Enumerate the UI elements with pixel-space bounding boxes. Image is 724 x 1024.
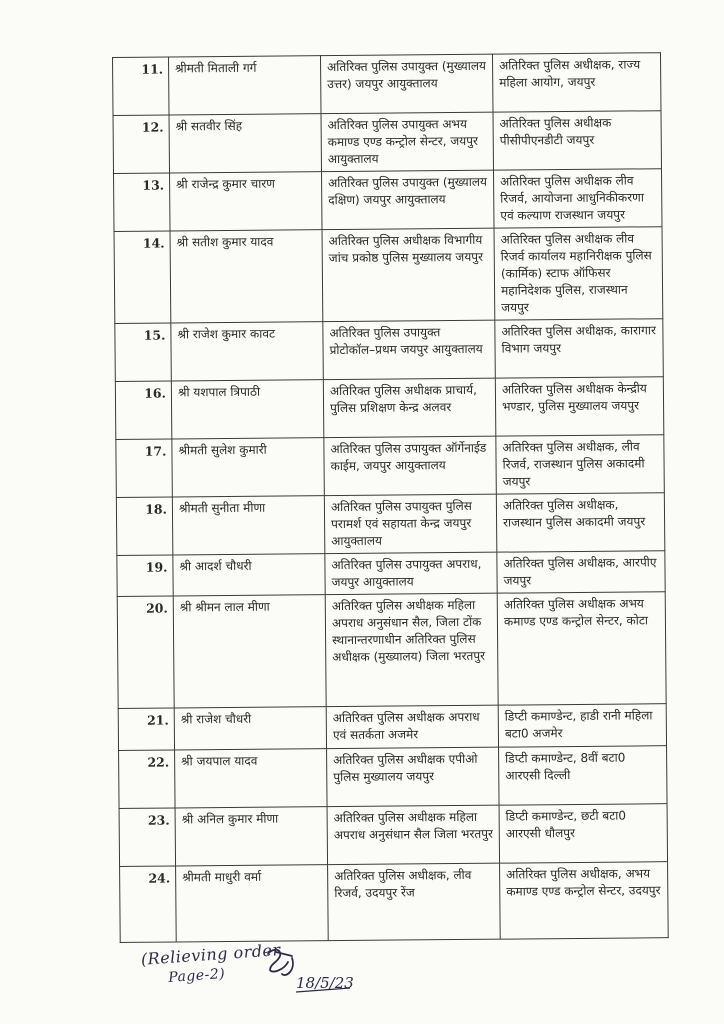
handwritten-note-line2: Page-2) xyxy=(167,966,226,986)
current-posting: अतिरिक्त पुलिस उपायुक्त प्रोटोकॉल–प्रथम जयपुर आयुक्तालय xyxy=(323,320,495,379)
serial-number: 20. xyxy=(117,596,174,708)
new-posting: अतिरिक्त पुलिस अधीक्षक लीव रिजर्व कार्यालय महानिरीक्षक पुलिस (कार्मिक) स्टाफ ऑफिसर महानिदेशक पुलिस, राजस्थान जयपुर xyxy=(494,227,663,320)
serial-number: 18. xyxy=(116,497,173,555)
handwritten-note-line1: (Relieving order xyxy=(140,940,282,969)
current-posting: अतिरिक्त पुलिस उपायुक्त (मुख्यालय उत्तर) जयपुर आयुक्तालय xyxy=(320,54,492,113)
table-row xyxy=(115,319,663,382)
officer-name: श्री राजेश कुमार कावट xyxy=(171,322,324,381)
new-posting: अतिरिक्त पुलिस अधीक्षक, अभय कमाण्ड एण्ड कन्ट्रोल सेन्टर, उदयपुर xyxy=(500,862,669,939)
serial-number: 15. xyxy=(115,323,172,381)
table-row xyxy=(114,227,663,324)
serial-number: 17. xyxy=(116,439,173,497)
table-row xyxy=(117,592,666,709)
serial-number: 12. xyxy=(113,115,170,173)
table-row xyxy=(115,377,663,440)
current-posting: अतिरिक्त पुलिस अधीक्षक महिला अपराध अनुसंधान सैल, जिला टोंक स्थानान्तरणाधीन अतिरिक्त पुलिस अधीक्षक (मुख्यालय) जिला भरतपुर xyxy=(325,593,498,706)
serial-number: 13. xyxy=(114,173,171,231)
new-posting: डिप्टी कमाण्डेन्ट, 8वीं बटा0 आरएसी दिल्ली xyxy=(499,746,667,805)
new-posting: अतिरिक्त पुलिस अधीक्षक अभय कमाण्ड एण्ड कन्ट्रोल सेन्टर, कोटा xyxy=(497,592,666,705)
new-posting: डिप्टी कमाण्डेन्ट, छटी बटा0 आरएसी धौलपुर xyxy=(499,804,667,863)
signature-date: 18/5/23 xyxy=(296,974,354,992)
new-posting: अतिरिक्त पुलिस अधीक्षक पीसीपीएनडीटी जयपुर xyxy=(493,111,661,170)
table-row xyxy=(120,862,669,943)
table-row xyxy=(116,435,664,498)
officer-name: श्रीमती सुलेश कुमारी xyxy=(172,438,325,497)
current-posting: अतिरिक्त पुलिस उपायुक्त अभय कमाण्ड एण्ड कन्ट्रोल सेन्टर, जयपुर आयुक्तालय xyxy=(321,112,493,171)
current-posting: अतिरिक्त पुलिस अधीक्षक विभागीय जांच प्रकोष्ठ पुलिस मुख्यालय जयपुर xyxy=(322,228,495,321)
officer-name: श्री अनिल कुमार मीणा xyxy=(175,807,328,866)
current-posting: अतिरिक्त पुलिस अधीक्षक एपीओ पुलिस मुख्यालय जयपुर xyxy=(327,747,499,806)
new-posting: अतिरिक्त पुलिस अधीक्षक, राजस्थान पुलिस अकादमी जयपुर xyxy=(496,493,664,552)
new-posting: अतिरिक्त पुलिस अधीक्षक, कारागार विभाग जयपुर xyxy=(495,319,663,378)
current-posting: अतिरिक्त पुलिस अधीक्षक महिला अपराध अनुसंधान सैल जिला भरतपुर xyxy=(327,805,499,864)
current-posting: अतिरिक्त पुलिस उपायुक्त (मुख्यालय दक्षिण) जयपुर आयुक्तालय xyxy=(322,170,494,229)
new-posting: अतिरिक्त पुलिस अधीक्षक केन्द्रीय भण्डार, पुलिस मुख्यालय जयपुर xyxy=(495,377,663,436)
current-posting: अतिरिक्त पुलिस उपायुक्त पुलिस परामर्श एवं सहायता केन्द्र जयपुर आयुक्तालय xyxy=(324,494,496,553)
transfer-table-body xyxy=(113,53,669,943)
handwritten-signature xyxy=(262,944,362,1004)
current-posting: अतिरिक्त पुलिस अधीक्षक, लीव रिजर्व, उदयपुर रेंज xyxy=(328,863,501,940)
table-row xyxy=(116,493,664,556)
table-row xyxy=(114,169,662,232)
officer-name: श्री जयपाल यादव xyxy=(175,749,328,808)
serial-number: 24. xyxy=(120,866,177,942)
table-row xyxy=(119,804,667,867)
serial-number: 21. xyxy=(118,708,174,750)
serial-number: 22. xyxy=(119,750,176,808)
table-row xyxy=(113,111,661,174)
officer-name: श्री आदर्श चौधरी xyxy=(173,554,325,596)
new-posting: अतिरिक्त पुलिस अधीक्षक लीव रिजर्व, आयोजना आधुनिकीकरणा एवं कल्याण राजस्थान जयपुर xyxy=(494,169,662,228)
officer-name: श्रीमती माधुरी वर्मा xyxy=(176,865,329,942)
current-posting: अतिरिक्त पुलिस उपायुक्त ऑर्गेनाईड काईम, जयपुर आयुक्तालय xyxy=(324,436,496,495)
table-row xyxy=(117,551,665,597)
transfer-table xyxy=(112,52,669,943)
officer-name: श्री यशपाल त्रिपाठी xyxy=(171,380,324,439)
current-posting: अतिरिक्त पुलिस अधीक्षक अपराध एवं सतर्कता अजमेर xyxy=(326,705,498,748)
serial-number: 16. xyxy=(115,381,172,439)
new-posting: अतिरिक्त पुलिस अधीक्षक, लीव रिजर्व, राजस्थान पुलिस अकादमी जयपुर xyxy=(496,435,664,494)
officer-name: श्री श्रीमन लाल मीणा xyxy=(173,595,326,708)
new-posting: अतिरिक्त पुलिस अधीक्षक, आरपीए जयपुर xyxy=(497,551,665,593)
new-posting: डिप्टी कमाण्डेन्ट, हाडी रानी महिला बटा0 अजमेर xyxy=(498,704,666,747)
new-posting: अतिरिक्त पुलिस अधीक्षक, राज्य महिला आयोग, जयपुर xyxy=(492,53,660,112)
serial-number: 19. xyxy=(117,555,173,596)
table-row xyxy=(119,746,667,809)
officer-name: श्री सतवीर सिंह xyxy=(169,114,322,173)
serial-number: 23. xyxy=(119,808,176,866)
current-posting: अतिरिक्त पुलिस अधीक्षक प्राचार्य, पुलिस प्रशिक्षण केन्द्र अलवर xyxy=(323,378,495,437)
serial-number: 11. xyxy=(113,57,170,115)
table-row xyxy=(113,53,661,116)
current-posting: अतिरिक्त पुलिस उपायुक्त अपराध, जयपुर आयुक्तालय xyxy=(325,552,497,594)
officer-name: श्री सतीश कुमार यादव xyxy=(170,230,323,323)
officer-name: श्री राजेन्द्र कुमार चारण xyxy=(170,172,323,231)
officer-name: श्री राजेश चौधरी xyxy=(174,707,326,750)
officer-name: श्रीमती सुनीता मीणा xyxy=(172,496,325,555)
table-row xyxy=(118,704,666,751)
officer-name: श्रीमती मिताली गर्ग xyxy=(169,56,322,115)
serial-number: 14. xyxy=(114,231,171,323)
